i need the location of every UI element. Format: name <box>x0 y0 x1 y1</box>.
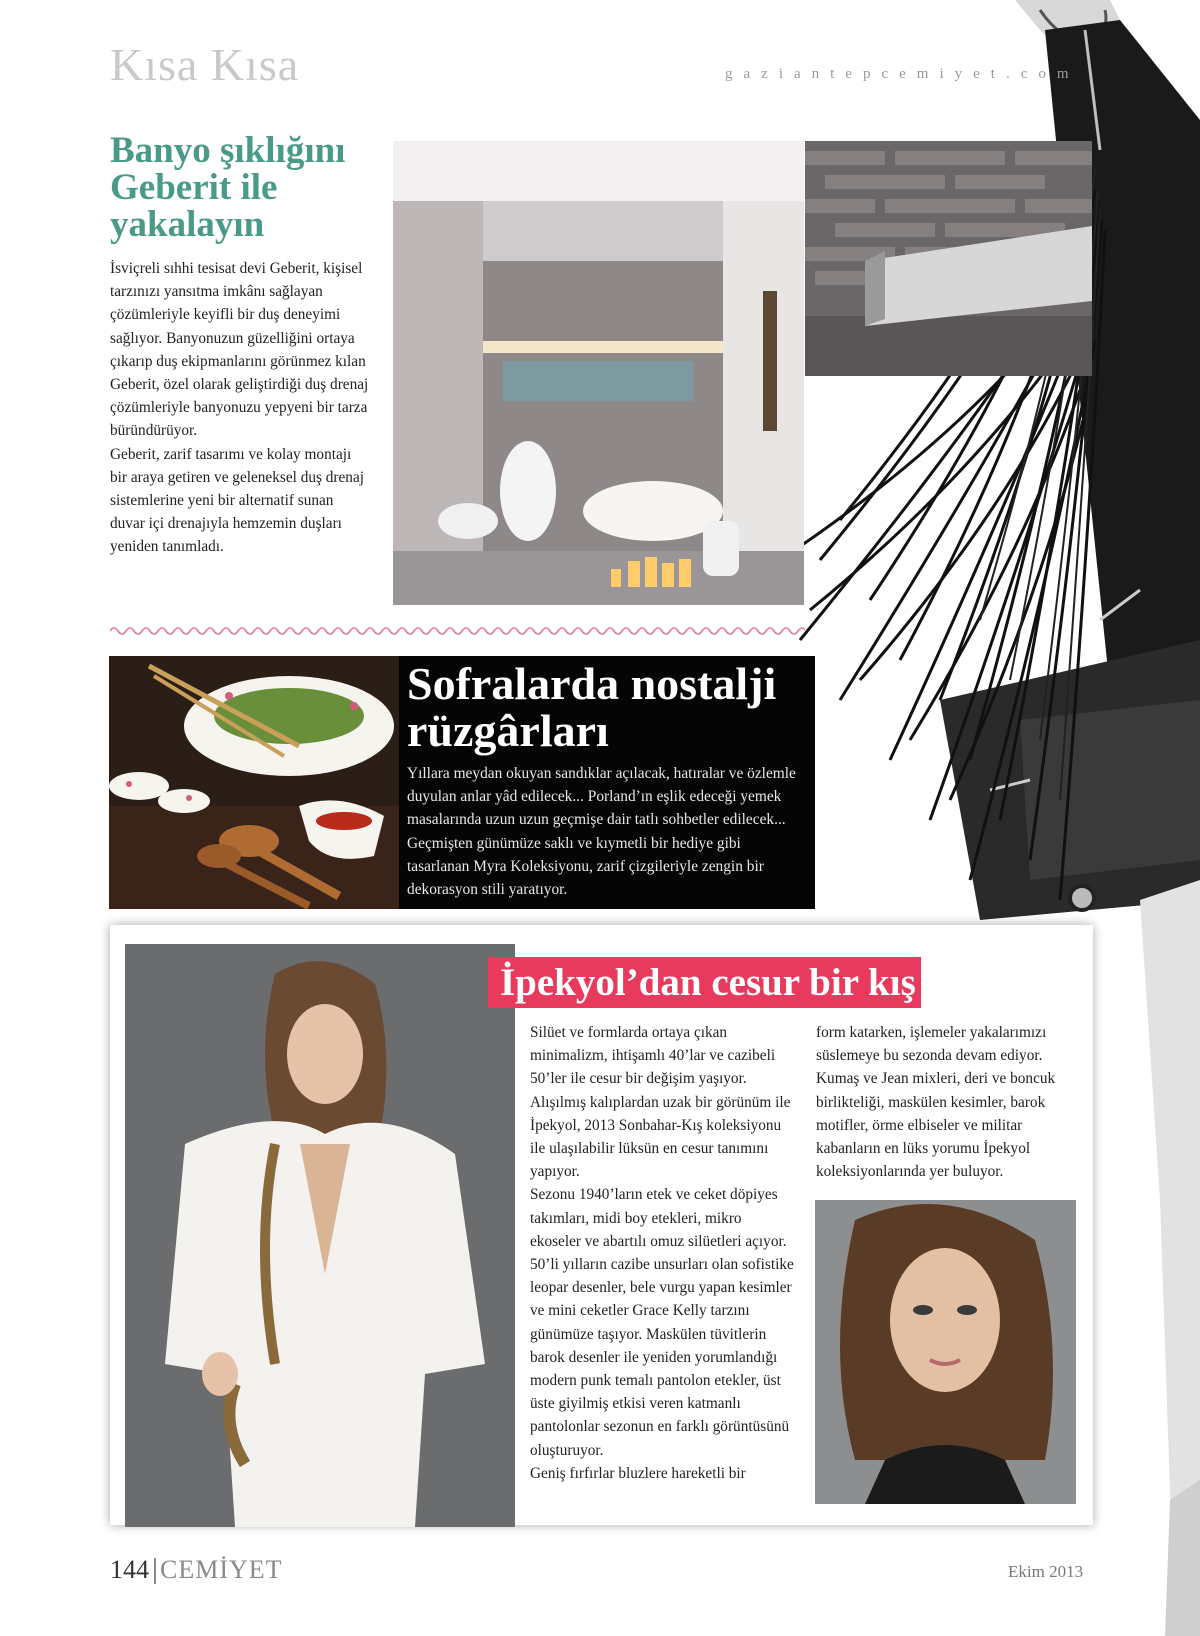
footer-separator <box>154 1558 156 1584</box>
ipekyol-article-title: İpekyol’dan cesur bir kış <box>500 961 916 1004</box>
model-portrait-photo <box>815 1200 1076 1504</box>
shower-drain-photo <box>805 141 1092 376</box>
geberit-article-body <box>110 257 372 559</box>
ipekyol-paragraph-1: Silüet ve formlarda ortaya çıkan minimalizm, ihtişamlı 40’lar ve cazibeli 50’ler ile cesur bir değişim yaşıyor. Alışılmış kalıplardan uzak bir görünüm ile İpekyol, 2013 Sonbahar-Kış koleksiyonu ile ulaşılabilir lüksün en cesur tanımını yapıyor. <box>530 1024 791 1181</box>
page-number: 144 <box>110 1555 149 1584</box>
section-title: Kısa Kısa <box>110 39 300 90</box>
ipekyol-paragraph-3: Geniş fırfırlar bluzlere hareketli bir <box>530 1464 746 1482</box>
ipekyol-column-2: form katarken, işlemeler yakalarımızı süslemeye bu sezonda devam ediyor. Kumaş ve Jean mixleri, deri ve boncuk birlikteliği, maskülen kesimler, barok motifler, örme elbiseler ve militar kabanların en lüks yorumu İpekyol koleksiyonlarında yer buluyor. <box>816 1024 1056 1181</box>
sofra-article-body: Yıllara meydan okuyan sandıklar açılacak, hatıralar ve özlemle duyulan anlar yâd edilecek... Porland’ın eşlik edeceği yemek masalarında uzun uzun geçmişe dair tatlı sohbetler edilecek... Geçmişten günümüze saklı ve kıymetli bir hediye gibi tasarlanan Myra Koleksiyonu, zarif çizgileriyle zengin bir dekorasyon stili yaratıyor. <box>407 765 796 899</box>
magazine-name: CEMİYET <box>160 1555 283 1584</box>
porcelain-dishes-photo <box>109 656 399 909</box>
issue-date: Ekim 2013 <box>1008 1562 1084 1581</box>
wavy-divider <box>110 624 805 638</box>
geberit-paragraph-2: Geberit, zarif tasarımı ve kolay montajı bir araya getiren ve geleneksel duş drenaj sistemlerine yeni bir alternatif sunan duvar içi drenajıyla hemzemin duşları yeniden tanımladı. <box>110 445 364 556</box>
site-url[interactable]: gaziantepcemiyet.com <box>725 66 1080 82</box>
ipekyol-column-1 <box>530 1021 795 1485</box>
sofra-article-title: Sofralarda nostalji rüzgârları <box>407 658 777 756</box>
ipekyol-paragraph-2: Sezonu 1940’ların etek ve ceket döpiyes takımları, midi boy etekleri, mikro ekoseler ve abartılı omuz silüetleri açıyor. 50’li yılların cazibe unsurları olan sofistike leopar desenler, bele vurgu yapan kesimler ve mini ceketler Grace Kelly tarzını günümüze taşıyor. Maskülen tüvitlerin barok desenler ile yeniden yorumlandığı modern punk temalı pantolon etekler, üst üste giyilmiş etkisi veren katmanlı pantolonlar sezonun en farklı görüntüsünü oluşturuyor. <box>530 1186 794 1459</box>
white-suit-model-photo <box>125 944 515 1527</box>
geberit-article-title: Banyo şıklığını Geberit ile yakalayın <box>110 130 346 245</box>
bathroom-photo <box>393 141 804 605</box>
geberit-paragraph-1: İsviçreli sıhhi tesisat devi Geberit, kişisel tarzınızı yansıtma imkânı sağlayan çözümleriyle keyifli bir duş deneyimi sağlıyor. Banyonuzun güzelliğini ortaya çıkarıp duş ekipmanlarını görünmez kılan Geberit, özel olarak geliştirdiği duş drenaj çözümleriyle banyonuzu yepyeni bir tarza büründürüyor. <box>110 260 369 440</box>
